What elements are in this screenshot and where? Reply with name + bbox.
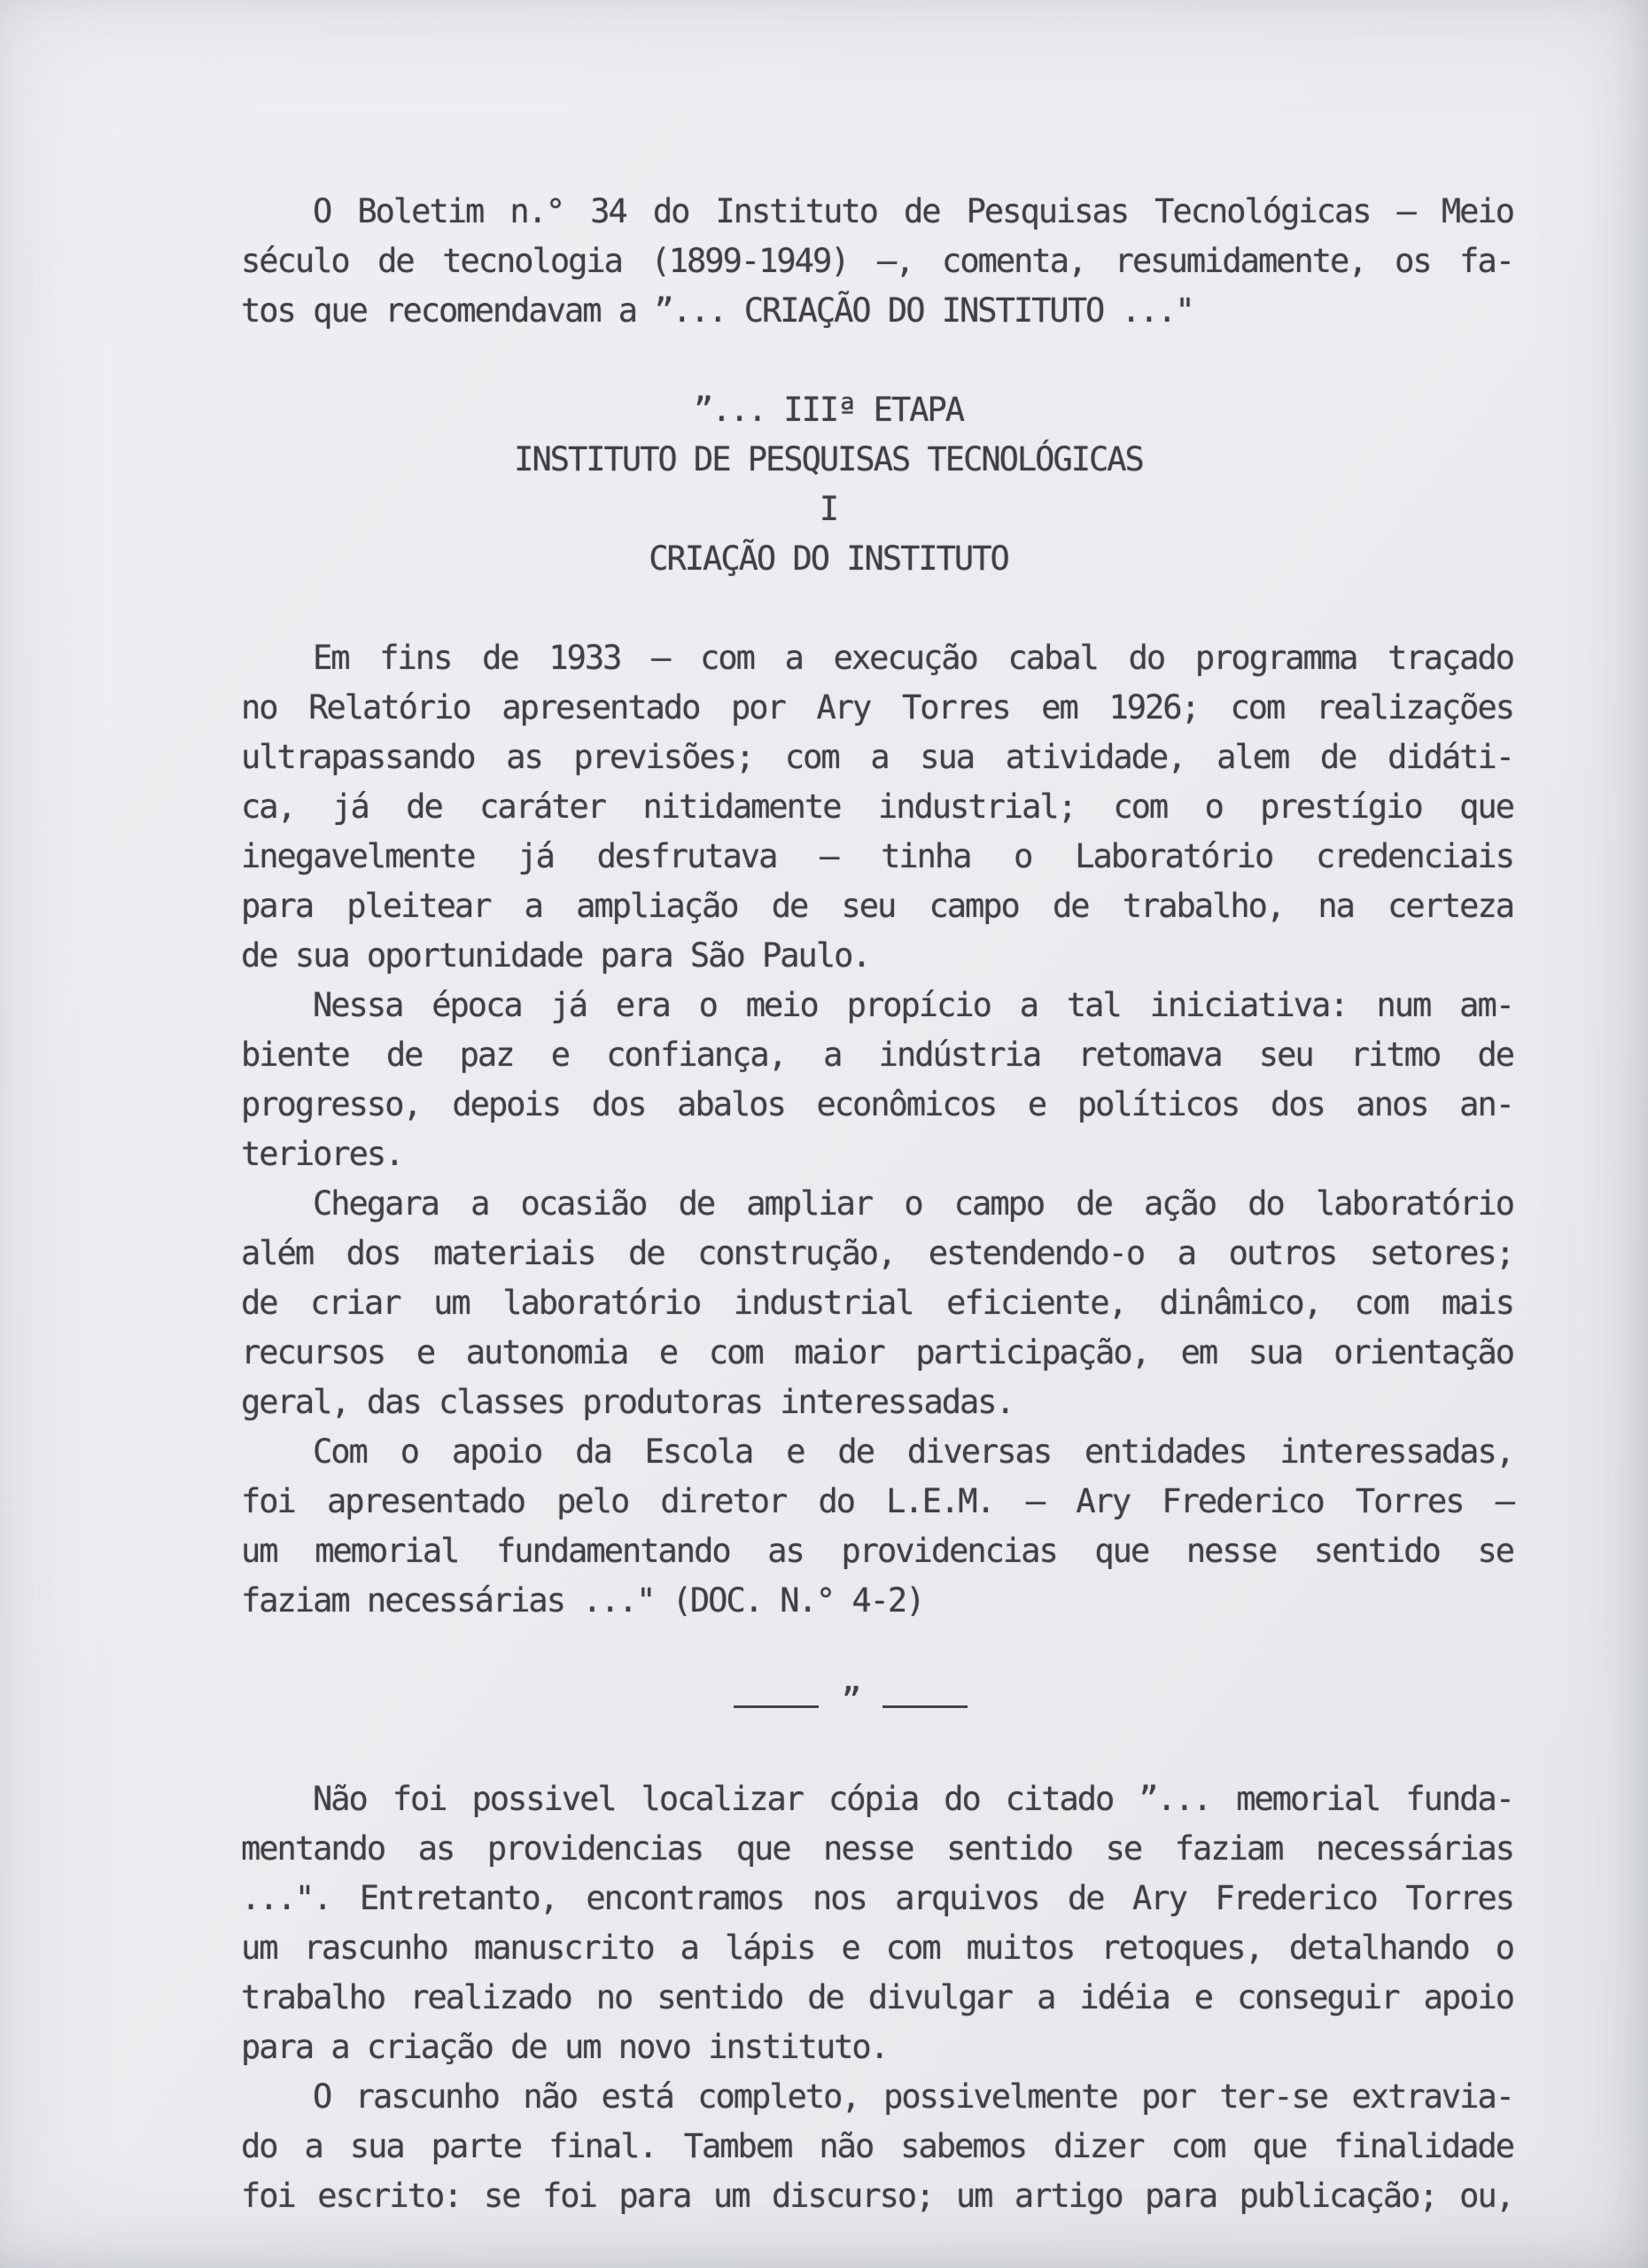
text-line: faziam necessárias ..." (DOC. N.° 4-2) [241, 1581, 924, 1619]
text-line: no Relatório apresentado por Ary Torres em 1926; com realizações [241, 688, 1513, 726]
text-line: de sua oportunidade para São Paulo. [241, 936, 870, 975]
text-line: ”... IIIª ETAPA [693, 391, 964, 429]
blank-line [241, 1725, 1513, 1775]
divider-rule-right [882, 1705, 968, 1708]
text-line: um memorial fundamentando as providencias que nesse sentido se [241, 1532, 1513, 1570]
text-line: ultrapassando as previsões; com a sua atividade, alem de didáti- [241, 738, 1513, 776]
blank-line [241, 1626, 1513, 1675]
text-line: progresso, depois dos abalos econômicos e políticos dos anos an- [241, 1085, 1513, 1123]
text-column [241, 187, 1513, 2221]
text-line: Nessa época já era o meio propício a tal iniciativa: num am- [313, 986, 1513, 1024]
text-line: Com o apoio da Escola e de diversas entidades interessadas, [313, 1433, 1513, 1471]
text-line: para a criação de um novo instituto. [241, 2028, 888, 2066]
text-line: O rascunho não está completo, possivelmente por ter-se extravia- [313, 2078, 1513, 2116]
text-line: foi escrito: se foi para um discurso; um artigo para publicação; ou, [241, 2177, 1513, 2215]
text-line: trabalho realizado no sentido de divulgar a idéia e conseguir apoio [241, 1978, 1513, 2016]
text-line: Chegara a ocasião de ampliar o campo de ação do laboratório [313, 1184, 1513, 1223]
blank-line [241, 336, 1513, 385]
text-line: Não foi possivel localizar cópia do citado ”... memorial funda- [313, 1780, 1513, 1818]
text-line: foi apresentado pelo diretor do L.E.M. — Ary Frederico Torres — [241, 1482, 1513, 1520]
section-divider [214, 1675, 1487, 1725]
text-line: biente de paz e confiança, a indústria retomava seu ritmo de [241, 1036, 1513, 1074]
text-line: um rascunho manuscrito a lápis e com muitos retoques, detalhando o [241, 1929, 1513, 1967]
text-line: recursos e autonomia e com maior participação, em sua orientação [241, 1333, 1513, 1371]
text-line: Em fins de 1933 — com a execução cabal do programma traçado [313, 639, 1513, 677]
text-line: O Boletim n.° 34 do Instituto de Pesquisas Tecnológicas — Meio [313, 192, 1513, 230]
text-line: CRIAÇÃO DO INSTITUTO [649, 540, 1008, 578]
text-line: teriores. [241, 1135, 403, 1173]
text-line: além dos materiais de construção, estendendo-o a outros setores; [241, 1234, 1513, 1272]
text-line: inegavelmente já desfrutava — tinha o Laboratório credenciais [241, 837, 1513, 875]
text-line: tos que recomendavam a ”... CRIAÇÃO DO INSTITUTO ..." [241, 291, 1193, 330]
text-line: geral, das classes produtoras interessadas. [241, 1383, 1014, 1421]
text-line: INSTITUTO DE PESQUISAS TECNOLÓGICAS [514, 440, 1143, 478]
divider-quote-mark: ” [841, 1681, 860, 1720]
text-line: mentando as providencias que nesse sentido se faziam necessárias [241, 1829, 1513, 1868]
text-line: de criar um laboratório industrial eficiente, dinâmico, com mais [241, 1284, 1513, 1322]
text-line: do a sua parte final. Tambem não sabemos dizer com que finalidade [241, 2127, 1513, 2165]
text-line: para pleitear a ampliação de seu campo de trabalho, na certeza [241, 887, 1513, 925]
text-line: século de tecnologia (1899-1949) —, comenta, resumidamente, os fa- [241, 242, 1513, 280]
text-line: ca, já de caráter nitidamente industrial; com o prestígio que [241, 788, 1513, 826]
text-line: I [819, 490, 838, 528]
blank-line [241, 584, 1513, 633]
divider-rule-left [734, 1705, 819, 1708]
text-line: ...". Entretanto, encontramos nos arquivos de Ary Frederico Torres [241, 1879, 1513, 1917]
